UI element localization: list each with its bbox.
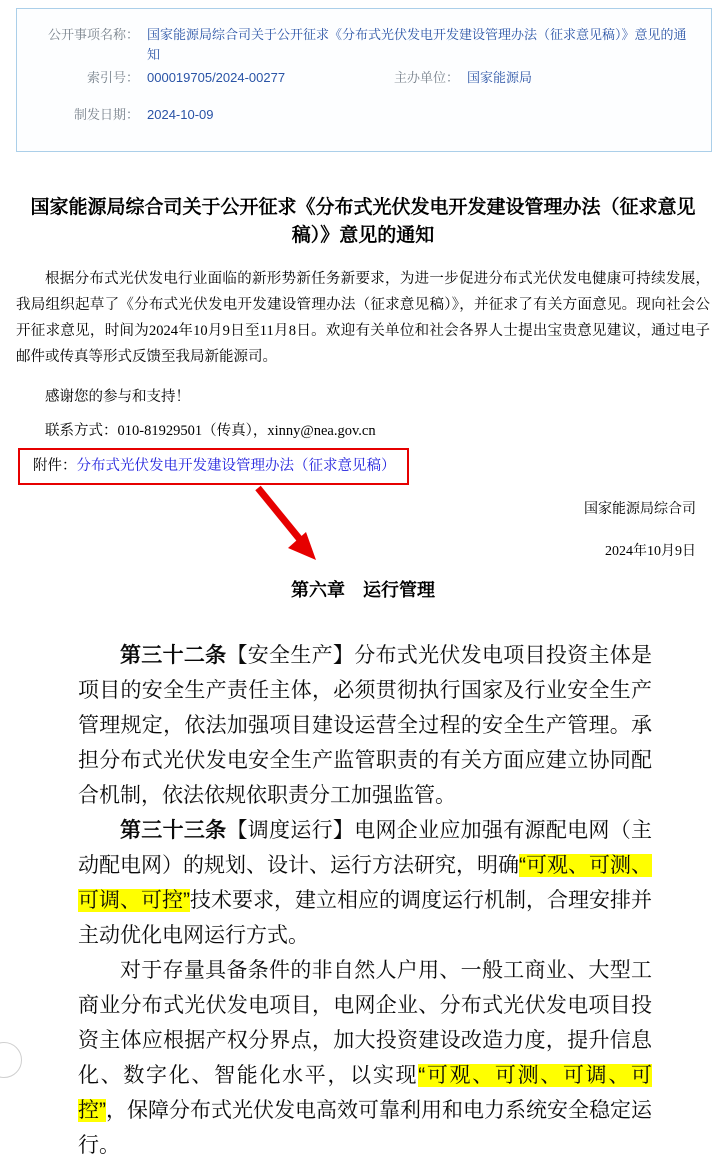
info-row-issue-date (17, 102, 711, 139)
signer-name: 国家能源局综合司 (584, 502, 696, 517)
stock-paragraph-pre: 对于存量具备条件的非自然人户用、一般工商业、大型工商业分布式光伏发电项目，电网企业、分布式光伏发电项目投资主体应根据产权分界点，加大投资建设改造力度，提升信息化、数字化、智能化水平，以实现 (78, 959, 652, 1087)
highlighted-phrase-observable-controllable-2: “可观、可测、可调、可控” (78, 1064, 652, 1122)
floating-widget-button[interactable] (0, 1042, 22, 1078)
article-33-body-post: 技术要求，建立相应的调度运行机制，合理安排并主动优化电网运行方式。 (78, 889, 652, 947)
attachment-section (16, 448, 710, 560)
attachment-link[interactable]: 分布式光伏发电开发建设管理办法（征求意见稿） (76, 458, 396, 474)
regulation-section (78, 638, 652, 1163)
info-value-issue-date: 2024-10-09 (147, 107, 214, 122)
highlighted-phrase-observable-controllable: “可观、可测、可调、可控” (78, 854, 652, 912)
article-33-tag: 【调度运行】 (226, 819, 355, 842)
document-info-box (16, 8, 712, 152)
info-value-index-number: 000019705/2024-00277 (147, 70, 286, 85)
article-32-tag: 【安全生产】 (226, 644, 355, 667)
stock-projects-paragraph (78, 953, 652, 1163)
page-title: 国家能源局综合司关于公开征求《分布式光伏发电开发建设管理办法（征求意见稿）》意见的通知 (30, 197, 696, 246)
info-row-name (17, 22, 711, 65)
info-label-index-number: 索引号： (86, 70, 139, 85)
red-annotation-box (18, 448, 409, 485)
article-32-paragraph (78, 638, 652, 813)
info-label-issue-date: 制发日期： (73, 107, 139, 122)
chapter-heading: 第六章 运行管理 (291, 580, 435, 600)
info-label-host-unit: 主办单位： (393, 70, 459, 85)
red-arrow-annotation (244, 484, 340, 568)
info-value-public-item-name: 国家能源局综合司关于公开征求《分布式光伏发电开发建设管理办法（征求意见稿）》意见的通知 (147, 27, 687, 62)
info-label-public-item-name: 公开事项名称： (47, 27, 139, 42)
article-32-number: 第三十二条 (120, 644, 227, 667)
notice-intro-paragraph: 根据分布式光伏发电行业面临的新形势新任务新要求，为进一步促进分布式光伏发电健康可持续发展，我局组织起草了《分布式光伏发电开发建设管理办法（征求意见稿）》，并征求了有关方面意见。现向社会公开征求意见，时间为2024年10月9日至11月8日。欢迎有关单位和社会各界人士提出宝贵意见建议，通过电子邮件或传真等形式反馈至我局新能源司。 (16, 271, 710, 365)
notice-contact-line: 联系方式：010-81929501（传真），xinny@nea.gov.cn (45, 423, 376, 439)
article-33-number: 第三十三条 (120, 819, 227, 842)
notice-thanks-paragraph: 感谢您的参与和支持！ (45, 389, 190, 405)
article-33-paragraph (78, 813, 652, 953)
stock-paragraph-post: ，保障分布式光伏发电高效可靠利用和电力系统安全稳定运行。 (78, 1099, 652, 1157)
article-32-body: 分布式光伏发电项目投资主体是项目的安全生产责任主体，必须贯彻执行国家及行业安全生产管理规定，依法加强项目建设运营全过程的安全生产管理。承担分布式光伏发电安全生产监管职责的有关方面应建立协同配合机制，依法依规依职责分工加强监管。 (78, 644, 653, 807)
info-row-index (17, 65, 711, 102)
info-value-host-unit: 国家能源局 (467, 70, 533, 85)
attachment-label: 附件： (33, 458, 77, 474)
article-33-body-pre: 电网企业应加强有源配电网（主动配电网）的规划、设计、运行方法研究，明确 (78, 819, 653, 877)
sign-date: 2024年10月9日 (605, 544, 696, 559)
